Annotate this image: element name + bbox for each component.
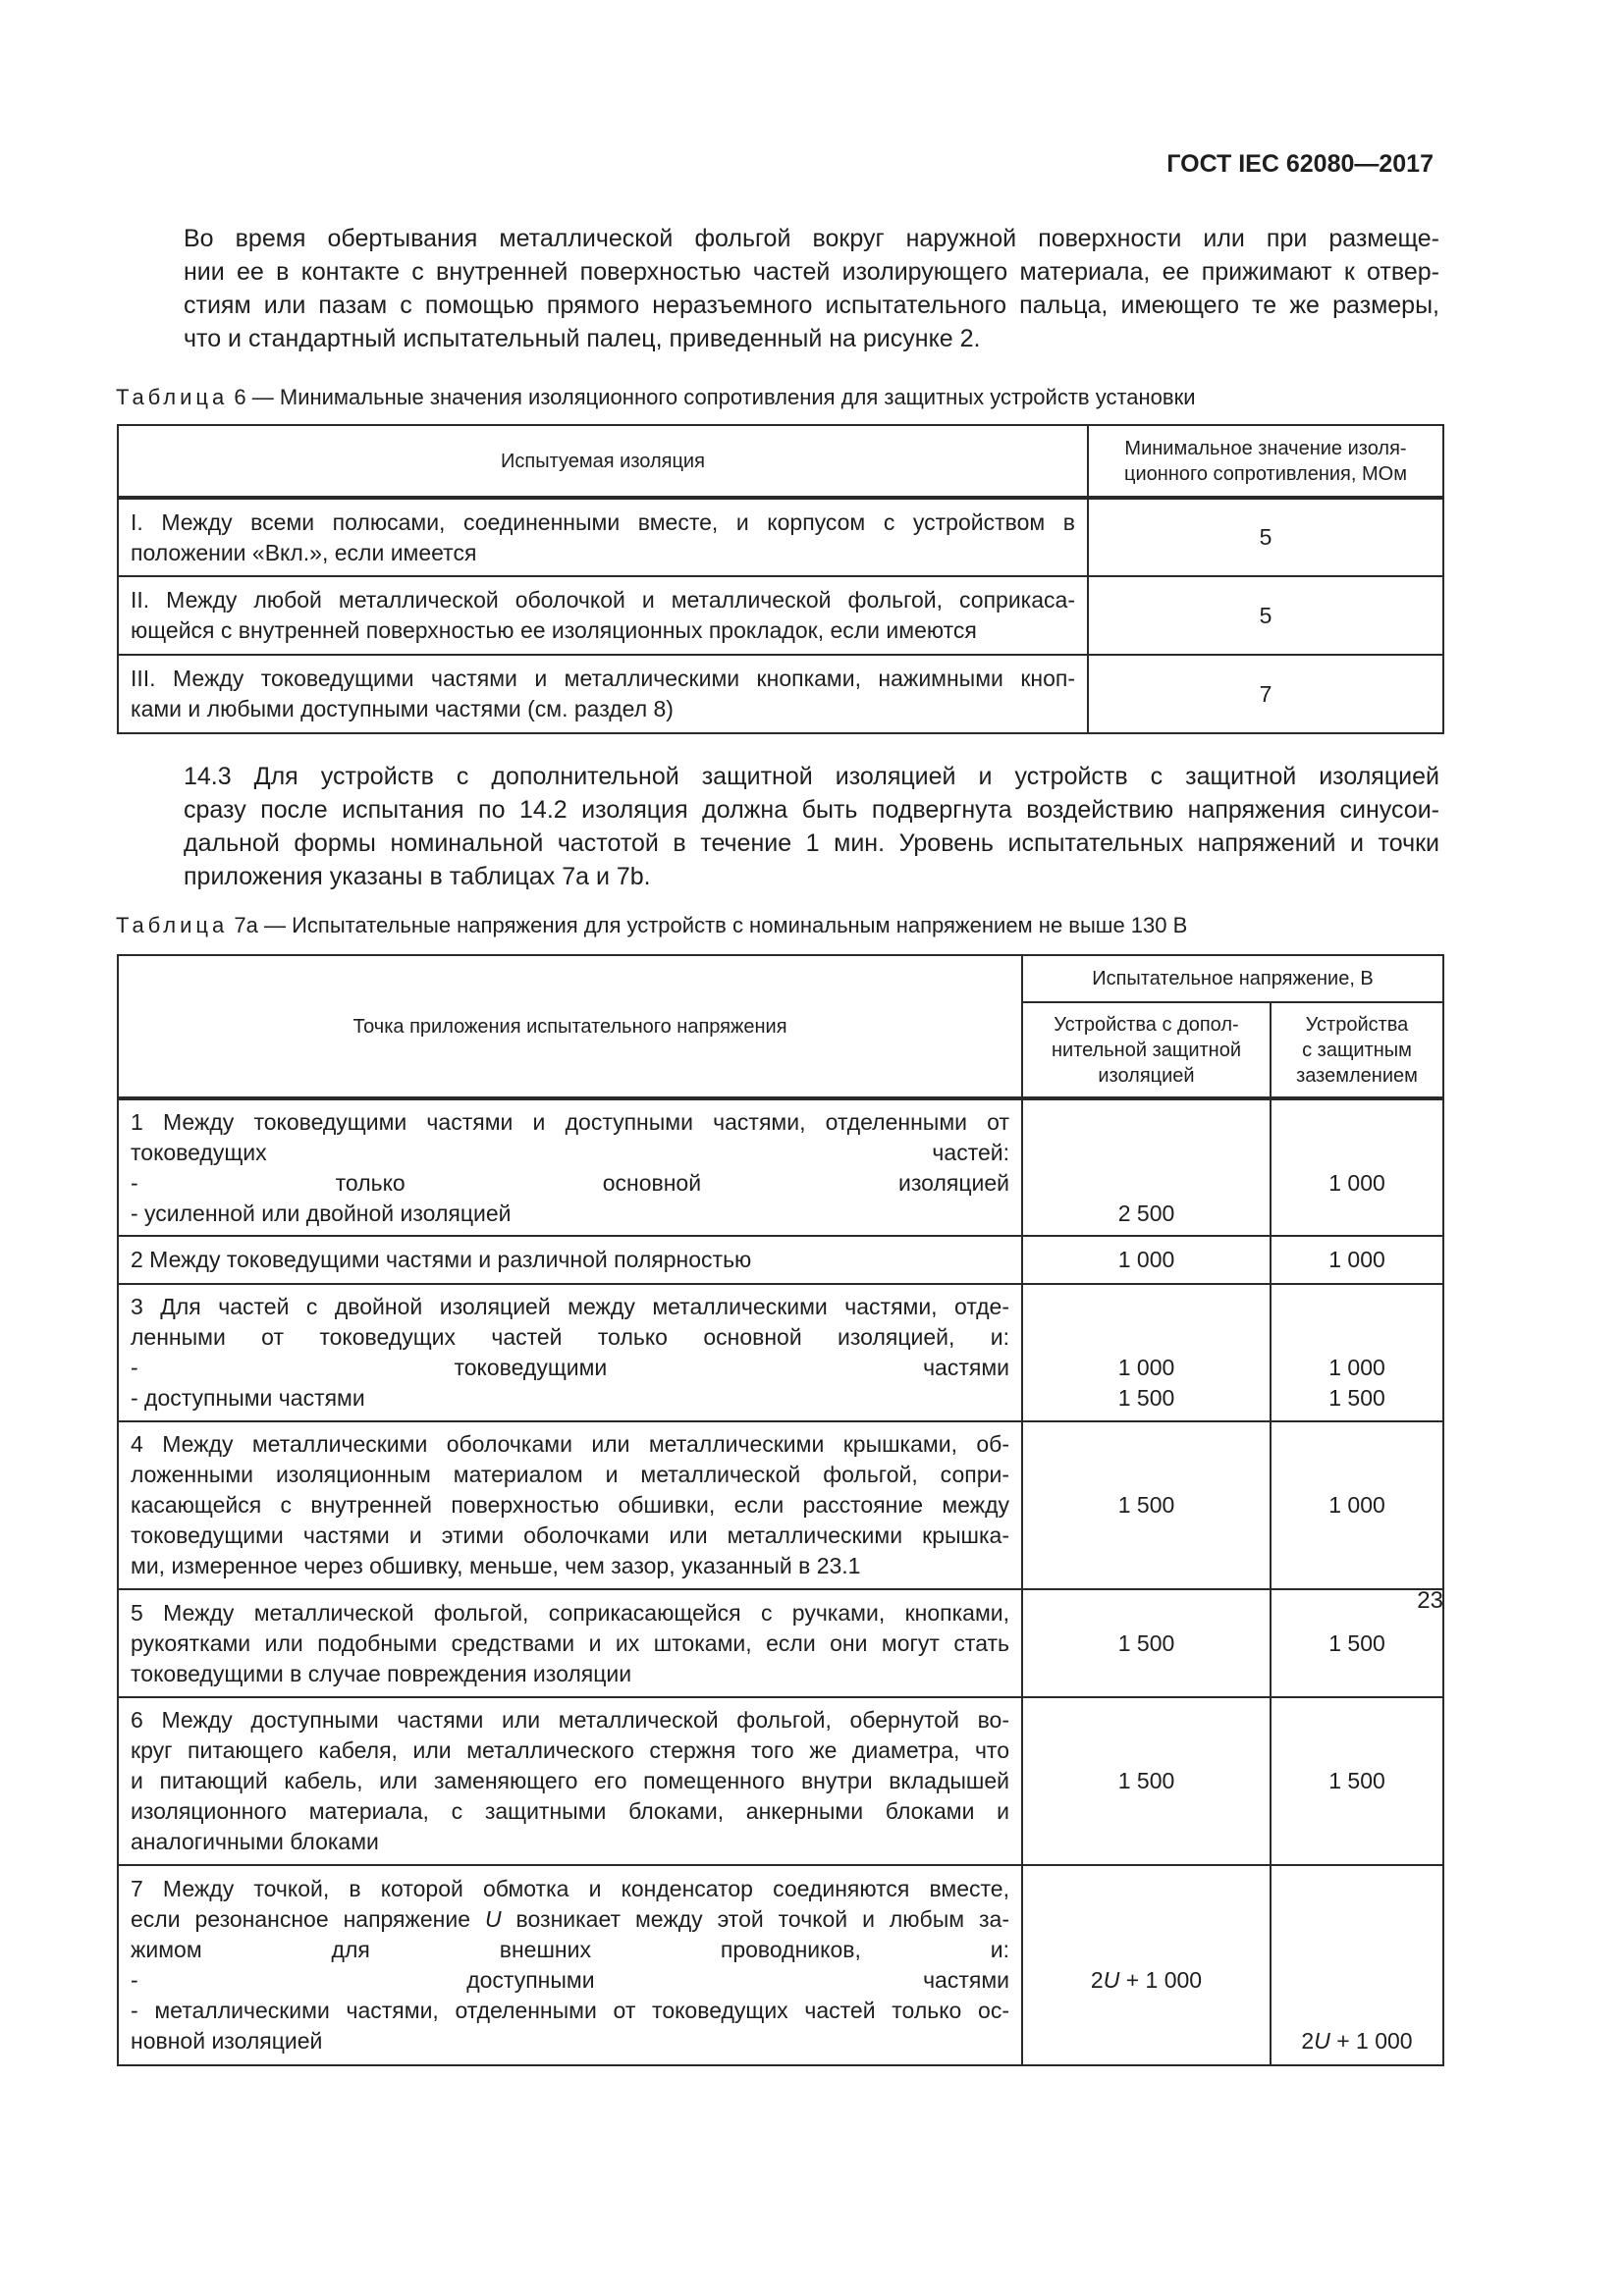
table6-row xyxy=(118,576,1443,655)
table7a-row-voltage-earthing xyxy=(1271,1421,1443,1589)
text-line: новной изоляцией xyxy=(131,2028,323,2054)
text-line xyxy=(1035,2026,1258,2056)
table7a-row-voltage-supplementary xyxy=(1022,1697,1271,1865)
text-line: 1 000 xyxy=(1328,1355,1385,1380)
table7a-row-description xyxy=(118,1865,1022,2065)
table7a-row-description xyxy=(118,1589,1022,1697)
text-line: заземлением xyxy=(1296,1064,1418,1087)
text-line: ленными от токоведущих частей только основной изоляцией, и: xyxy=(131,1324,1009,1350)
table7a-row-voltage-supplementary xyxy=(1022,1098,1271,1236)
section-14-3-paragraph xyxy=(117,760,1439,893)
table7a-row-voltage-supplementary xyxy=(1022,1284,1271,1421)
table7a-row xyxy=(118,1421,1443,1589)
text-line xyxy=(1283,1965,1431,1996)
table7a-header-application-point: Точка приложения испытательного напряжения xyxy=(118,955,1022,1098)
text-line: - доступными частями xyxy=(131,1385,365,1411)
text-line: аналогичными блоками xyxy=(131,1829,379,1854)
table7a-caption-number: 7а xyxy=(234,913,258,937)
text-line: 1 000 xyxy=(1117,1355,1175,1380)
text-line: ложенными изоляционным материалом и металлической фольгой, сопри- xyxy=(131,1462,1009,1487)
text-line: ми, измеренное через обшивку, меньше, чем зазор, указанный в 23.1 xyxy=(131,1553,861,1578)
text-line: дальной формы номинальной частотой в течение 1 мин. Уровень испытательных напряжений и точки xyxy=(184,829,1439,857)
text-line: токоведущих частей: xyxy=(131,1139,1009,1165)
text-line xyxy=(1035,1292,1258,1322)
text-line xyxy=(1035,1904,1258,1935)
text-line xyxy=(1283,1292,1431,1322)
table6-header-min-resistance xyxy=(1088,425,1443,498)
table7a-row xyxy=(118,1865,1443,2065)
text-line: Устройства с допол- xyxy=(1054,1013,1239,1036)
text-line: 2U + 1 000 xyxy=(1301,2028,1413,2054)
document-standard-code: ГОСТ IEC 62080—2017 xyxy=(1166,150,1434,178)
text-line: 1 000 xyxy=(1328,1492,1385,1518)
table6-row-value: 5 xyxy=(1088,498,1443,576)
text-line: что и стандартный испытательный палец, приведенный на рисунке 2. xyxy=(184,325,981,352)
text-line: 1 500 xyxy=(1328,1629,1385,1656)
text-line: изоляционного материала, с защитными блоками, анкерными блоками и xyxy=(131,1798,1009,1824)
text-line xyxy=(1283,1138,1431,1168)
table6-row-description xyxy=(118,576,1088,655)
table6-caption xyxy=(116,383,1441,412)
text-line: Устройства xyxy=(1305,1013,1409,1036)
table7a-row-voltage-earthing xyxy=(1271,1098,1443,1236)
text-line: токоведущими частями и этими оболочками или металлическими крышка- xyxy=(131,1522,1009,1548)
table6-row-value: 7 xyxy=(1088,655,1443,733)
text-line: приложения указаны в таблицах 7а и 7b. xyxy=(184,863,651,890)
text-line xyxy=(1283,1322,1431,1353)
table6-caption-number: 6 xyxy=(234,385,246,409)
table6-row-value: 5 xyxy=(1088,576,1443,655)
text-line: изоляцией xyxy=(1098,1064,1195,1087)
text-line: 14.3 Для устройств с дополнительной защитной изоляцией и устройств с защитной изоляцией xyxy=(184,763,1439,790)
text-line: круг питающего кабеля, или металлического стержня того же диаметра, что xyxy=(131,1737,1009,1763)
text-line xyxy=(1035,1935,1258,1965)
text-line: 4 Между металлическими оболочками или металлическими крышками, об- xyxy=(131,1431,1009,1457)
text-line xyxy=(1035,1107,1258,1138)
text-line xyxy=(1035,1138,1258,1168)
text-line xyxy=(1283,1935,1431,1965)
text-line: жимом для внешних проводников, и: xyxy=(131,1937,1009,1962)
text-line: ками и любыми доступными частями (см. раздел 8) xyxy=(131,696,674,721)
text-line: 2 Между токоведущими частями и различной полярностью xyxy=(131,1247,752,1272)
text-line: 1 000 xyxy=(1117,1247,1175,1272)
text-line: положении «Вкл.», если имеется xyxy=(131,539,477,565)
table7a-header-test-voltage: Испытательное напряжение, В xyxy=(1022,955,1443,1002)
table7a-header-protective-earthing xyxy=(1271,1002,1443,1098)
text-line: 1 000 xyxy=(1328,1247,1385,1272)
table7a-row xyxy=(118,1589,1443,1697)
table7a-caption-text: — Испытательные напряжения для устройств с номинальным напряжением не выше 130 В xyxy=(257,913,1188,937)
text-line xyxy=(1035,1322,1258,1353)
table7a-row-voltage-supplementary xyxy=(1022,1589,1271,1697)
text-line: 1 500 xyxy=(1117,1492,1175,1518)
table7a-row-voltage-supplementary xyxy=(1022,1865,1271,2065)
text-line: рукоятками или подобными средствами и их штоками, если они могут стать xyxy=(131,1629,1009,1656)
table6-row xyxy=(118,655,1443,733)
table7a-row xyxy=(118,1236,1443,1284)
text-line: нии ее в контакте с внутренней поверхностью частей изолирующего материала, ее прижимают к отвер- xyxy=(184,258,1439,286)
table7a-row xyxy=(118,1697,1443,1865)
text-line: 5 Между металлической фольгой, соприкасающейся с ручками, кнопками, xyxy=(131,1599,1009,1626)
text-line xyxy=(1035,1874,1258,1904)
table7a-row-voltage-supplementary xyxy=(1022,1236,1271,1284)
text-line: Минимальное значение изоля- xyxy=(1124,437,1407,459)
text-line: - усиленной или двойной изоляцией xyxy=(131,1200,512,1226)
page-number: 23 xyxy=(1417,1587,1443,1614)
table6-row-description xyxy=(118,655,1088,733)
text-line: 6 Между доступными частями или металлической фольгой, обернутой во- xyxy=(131,1707,1009,1733)
text-line xyxy=(1283,1199,1431,1229)
text-line: - только основной изоляцией xyxy=(131,1169,1009,1196)
text-line: 1 500 xyxy=(1117,1768,1175,1793)
table7a-row-description xyxy=(118,1236,1022,1284)
table7a-row-voltage-supplementary xyxy=(1022,1421,1271,1589)
table6-caption-label: Таблица xyxy=(116,385,229,409)
text-line: касающейся с внутренней поверхностью обшивки, если расстояние между xyxy=(131,1492,1009,1518)
text-line: I. Между всеми полюсами, соединенными вместе, и корпусом с устройством в xyxy=(131,508,1075,535)
text-line: сразу после испытания по 14.2 изоляция должна быть подвергнута воздействию напряжения синусои- xyxy=(184,796,1439,824)
text-line: 2U + 1 000 xyxy=(1090,1967,1203,1993)
text-line xyxy=(1283,1107,1431,1138)
table7a-row xyxy=(118,1284,1443,1421)
text-line: нительной защитной xyxy=(1051,1039,1242,1061)
text-line: с защитным xyxy=(1302,1039,1412,1061)
text-line xyxy=(1035,1168,1258,1199)
text-line xyxy=(1035,1996,1258,2026)
text-line: стиям или пазам с помощью прямого неразъемного испытательного пальца, имеющего те же размеры, xyxy=(184,292,1439,319)
table7a-row-description xyxy=(118,1098,1022,1236)
table7a-row-voltage-earthing xyxy=(1271,1865,1443,2065)
intro-paragraph xyxy=(117,222,1439,355)
text-line: 1 500 xyxy=(1328,1385,1385,1411)
table7a-row-description xyxy=(118,1421,1022,1589)
text-line xyxy=(1283,1874,1431,1904)
table7a-row xyxy=(118,1098,1443,1236)
text-line: Во время обертывания металлической фольгой вокруг наружной поверхности или при размеще- xyxy=(184,225,1439,252)
text-line: 3 Для частей с двойной изоляцией между металлическими частями, отде- xyxy=(131,1294,1009,1319)
text-line: 7 Между точкой, в которой обмотка и конденсатор соединяются вместе, xyxy=(131,1876,1009,1901)
text-line xyxy=(1283,1996,1431,2026)
text-line xyxy=(1283,1904,1431,1935)
text-line: II. Между любой металлической оболочкой и металлической фольгой, соприкаса- xyxy=(131,587,1075,613)
text-line: 2 500 xyxy=(1117,1200,1175,1226)
text-line: 1 500 xyxy=(1328,1768,1385,1793)
text-line: токоведущими в случае повреждения изоляции xyxy=(131,1660,632,1686)
table6-row xyxy=(118,498,1443,576)
text-line: 1 000 xyxy=(1328,1169,1385,1196)
table7a xyxy=(117,954,1444,2066)
table6-header-insulation: Испытуемая изоляция xyxy=(118,425,1088,498)
text-line: 1 500 xyxy=(1117,1385,1175,1411)
table6-row-description xyxy=(118,498,1088,576)
text-line: - металлическими частями, отделенными от токоведущих частей только ос- xyxy=(131,1998,1009,2023)
table6 xyxy=(117,424,1444,734)
table7a-row-voltage-earthing xyxy=(1271,1284,1443,1421)
table7a-row-description xyxy=(118,1697,1022,1865)
text-line: ющейся с внутренней поверхностью ее изоляционных прокладок, если имеются xyxy=(131,617,977,643)
text-line: если резонансное напряжение U возникает между этой точкой и любым за- xyxy=(131,1906,1009,1932)
table7a-row-voltage-earthing xyxy=(1271,1236,1443,1284)
text-line: и питающий кабель, или заменяющего его помещенного внутри вкладышей xyxy=(131,1768,1009,1793)
table7a-caption xyxy=(116,911,1441,940)
table6-caption-text: — Минимальные значения изоляционного сопротивления для защитных устройств установки xyxy=(245,385,1196,409)
text-line: - токоведущими частями xyxy=(131,1355,1009,1380)
text-line: 1 Между токоведущими частями и доступными частями, отделенными от xyxy=(131,1108,1009,1135)
table7a-row-voltage-earthing xyxy=(1271,1697,1443,1865)
text-line: III. Между токоведущими частями и металлическими кнопками, нажимными кноп- xyxy=(131,666,1075,691)
text-line: - доступными частями xyxy=(131,1967,1009,1993)
text-line: ционного сопротивления, МОм xyxy=(1124,462,1407,485)
table7a-header-supplementary-insulation xyxy=(1022,1002,1271,1098)
text-line: 1 500 xyxy=(1117,1629,1175,1656)
table7a-caption-label: Таблица xyxy=(116,913,229,937)
table7a-row-description xyxy=(118,1284,1022,1421)
